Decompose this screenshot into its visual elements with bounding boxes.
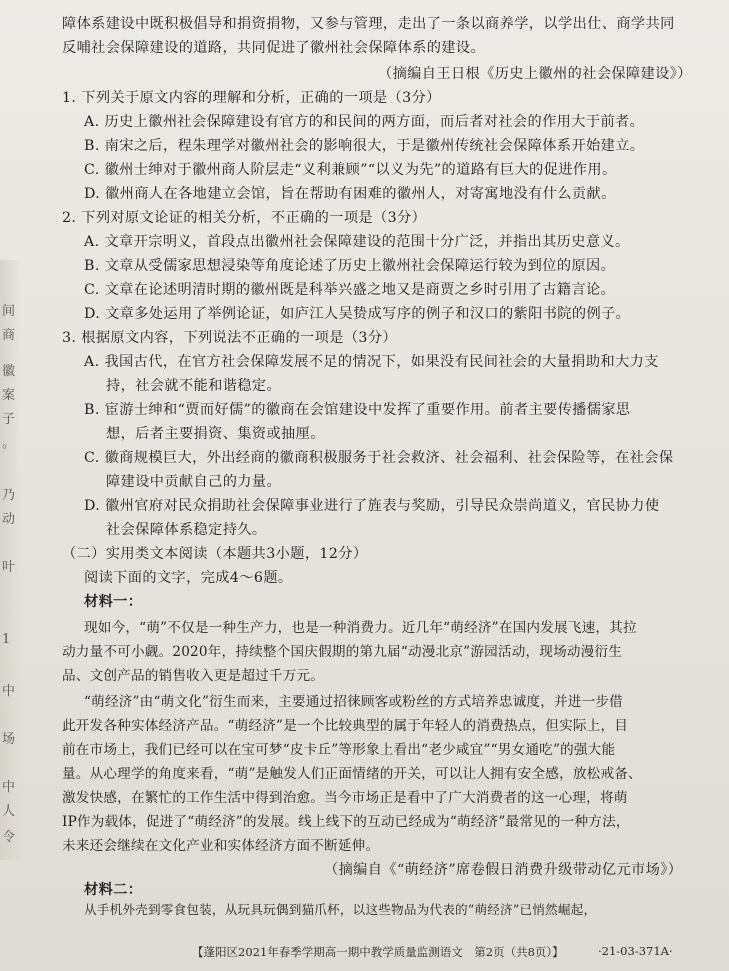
question-2-option-a: A. 文章开宗明义，首段点出徽州社会保障建设的范围十分广泛，并指出其历史意义。 <box>84 234 630 250</box>
section-instruction: 阅读下面的文字，完成4～6题。 <box>84 570 293 586</box>
question-2-option-c: C. 文章在论述明清时期的徽州既是科举兴盛之地又是商贾之乡时引用了古籍言论。 <box>84 282 616 298</box>
source-citation: （摘编自《“萌经济”席卷假日消费升级带动亿元市场》） <box>324 862 683 878</box>
material-2-line: 从手机外壳到零食包装，从玩具玩偶到猫爪杯，以这些物品为代表的“萌经济”已悄然崛起， <box>84 902 597 917</box>
material-1-line: 此开发各种实体经济产品。“萌经济”是一个比较典型的属于年轻人的消费热点，但实际上，目 <box>62 718 629 734</box>
passage-line: 障体系建设中既积极倡导和捐资捐物，又参与管理，走出了一条以商养学，以学出仕、商学共同 <box>62 16 675 32</box>
margin-glyph: 中 <box>2 684 16 699</box>
page-footer <box>0 938 729 966</box>
question-1-stem: 1. 下列关于原文内容的理解和分析，正确的一项是（3分） <box>62 90 441 106</box>
footer-code: ·21-03-371A· <box>598 944 673 958</box>
question-3-option-c-cont: 障建设中贡献自己的力量。 <box>106 474 282 490</box>
material-1-line: 现如今，“萌”不仅是一种生产力，也是一种消费力。近几年“萌经济”在国内发展飞速，其拉 <box>84 620 637 636</box>
material-1-line: 量。从心理学的角度来看，“萌”是触发人们正面情绪的开关，可以让人拥有安全感，放松戒备、 <box>62 766 642 782</box>
margin-glyph: 。 <box>2 436 16 451</box>
material-2-label: 材料二： <box>84 882 143 898</box>
margin-glyph: 中 <box>2 780 16 795</box>
question-2-stem: 2. 下列对原文论证的相关分析，不正确的一项是（3分） <box>62 210 427 226</box>
margin-glyph: 子 <box>2 412 16 427</box>
margin-glyph: 叶 <box>2 560 16 575</box>
question-3-option-a: A. 我国古代，在官方社会保障发展不足的情况下，如果没有民间社会的大量捐助和大力支 <box>84 354 659 370</box>
footer-exam-info: 【蓬阳区2021年春季学期高一期中教学质量监测语文 第2页（共8页）】 <box>192 945 564 959</box>
source-citation: （摘编自王日根《历史上徽州的社会保障建设》） <box>378 66 692 82</box>
passage-line: 反哺社会保障建设的道路，共同促进了徽州社会保障体系的建设。 <box>62 40 486 56</box>
material-1-line: “萌经济”由“萌文化”衍生而来，主要通过招徕顾客或粉丝的方式培养忠诚度，并进一步借 <box>84 694 623 710</box>
margin-glyph: 人 <box>2 804 16 819</box>
question-3-stem: 3. 根据原文内容，下列说法不正确的一项是（3分） <box>62 330 398 346</box>
material-1-line: 激发快感，在繁忙的工作生活中得到治愈。当今市场正是看中了广大消费者的这一心理，将萌 <box>62 790 628 806</box>
question-3-option-d: D. 徽州官府对民众捐助社会保障事业进行了旌表与奖励，引导民众崇尚道义，官民协力使 <box>84 498 660 514</box>
question-3-option-c: C. 徽商规模巨大，外出经商的徽商积极服务于社会救济、社会福利、社会保险等，在社会保 <box>84 450 674 466</box>
question-2-option-b: B. 文章从受儒家思想浸染等角度论述了历史上徽州社会保障运行较为到位的原因。 <box>84 258 616 274</box>
question-1-option-a: A. 历史上徽州社会保障建设有官方的和民间的两方面，而后者对社会的作用大于前者。 <box>84 114 645 130</box>
question-1-option-c: C. 徽州士绅对于徽州商人阶层走“义利兼顾”“以义为先”的道路有巨大的促进作用。 <box>84 162 617 178</box>
margin-glyph: 间 <box>2 304 16 319</box>
question-1-option-b: B. 南宋之后，程朱理学对徽州社会的影响很大，于是徽州传统社会保障体系开始建立。 <box>84 138 645 154</box>
question-1-option-d: D. 徽州商人在各地建立会馆，旨在帮助有困难的徽州人，对寄寓地没有什么贡献。 <box>84 186 616 202</box>
material-1-line: 品、文创产品的销售收入更是超过千万元。 <box>62 668 325 684</box>
question-3-option-d-cont: 社会保障体系稳定持久。 <box>106 522 267 538</box>
material-1-line: 未来还会继续在文化产业和实体经济方面不断延伸。 <box>62 838 380 854</box>
margin-glyph: 场 <box>2 732 16 747</box>
question-3-option-b: B. 宦游士绅和“贾而好儒”的徽商在会馆建设中发挥了重要作用。前者主要传播儒家思 <box>84 402 631 418</box>
left-page-edge <box>0 260 22 860</box>
material-1-line: 动力量不可小觑。2020年，持续整个国庆假期的第九届“动漫北京”游园活动，现场动漫衍生 <box>62 644 623 660</box>
margin-glyph: 动 <box>2 512 16 527</box>
margin-glyph: 商 <box>2 328 16 343</box>
margin-glyph: 徽 <box>2 364 16 379</box>
question-3-option-b-cont: 想，后者主要捐资、集资或抽厘。 <box>106 426 325 442</box>
material-1-line: 前在市场上，我们已经可以在宝可梦“皮卡丘”等形象上看出“老少咸宜”“男女通吃”的强大能 <box>62 742 616 758</box>
material-1-label: 材料一： <box>84 594 143 610</box>
question-3-option-a-cont: 持，社会就不能和谐稳定。 <box>106 378 282 394</box>
margin-glyph: 1 <box>2 632 11 647</box>
section-title: （二）实用类文本阅读（本题共3小题，12分） <box>62 546 368 562</box>
question-2-option-d: D. 文章多处运用了举例论证，如庐江人吴贽成写序的例子和汉口的紫阳书院的例子。 <box>84 306 631 322</box>
margin-glyph: 案 <box>2 388 16 403</box>
material-1-line: IP作为载体，促进了“萌经济”的发展。线上线下的互动已经成为“萌经济”最常见的一种方法， <box>62 814 630 830</box>
margin-glyph: 乃 <box>2 488 16 503</box>
margin-glyph: 令 <box>2 830 16 845</box>
